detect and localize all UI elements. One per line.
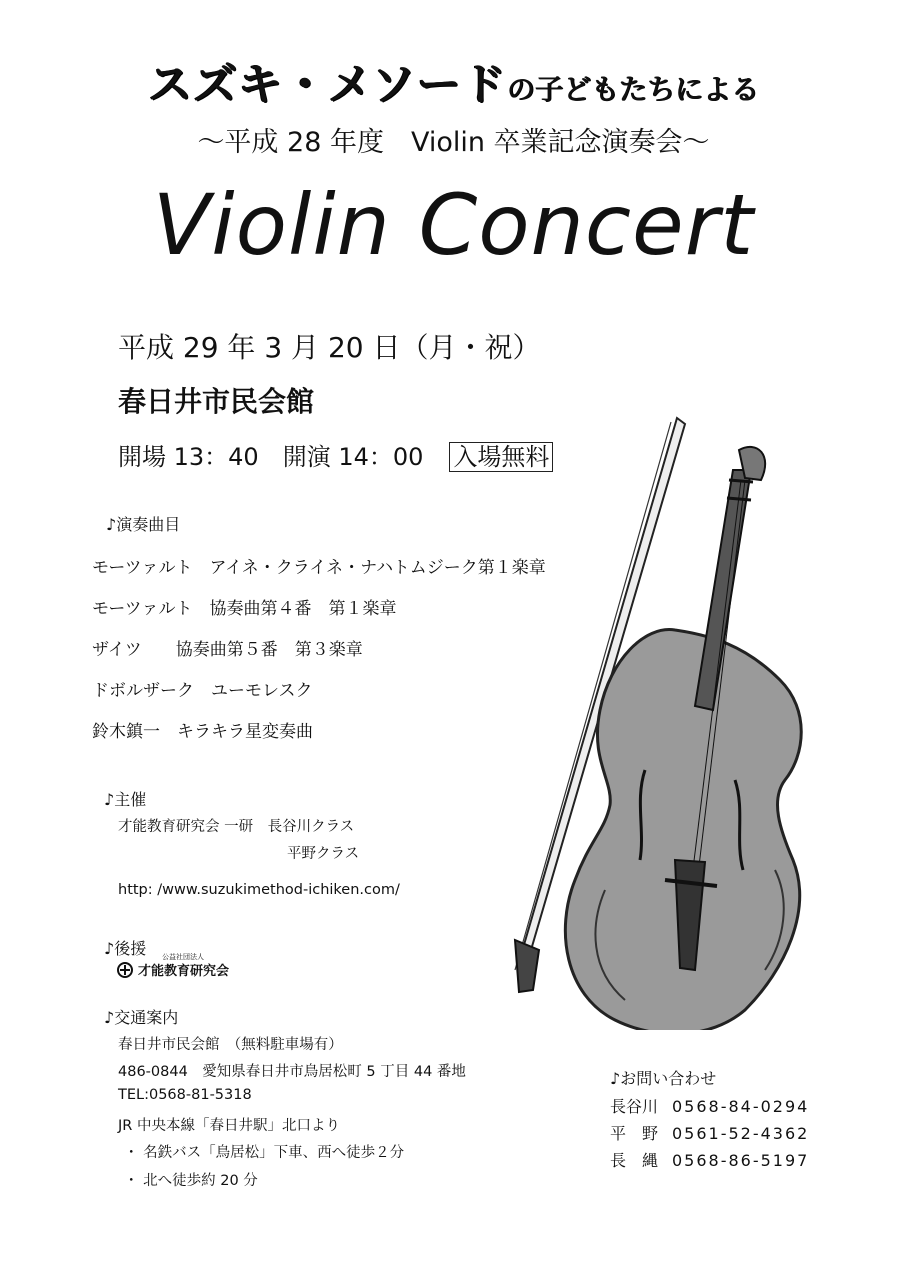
violin-body-icon (565, 447, 801, 1030)
concert-title: Violin Concert (152, 176, 755, 274)
contact-phone: 0561-52-4362 (672, 1124, 810, 1143)
program-item: 鈴木鎮一 キラキラ星変奏曲 (92, 722, 313, 742)
title-main: スズキ・メソード (148, 59, 507, 110)
contact-heading: ♪お問い合わせ (610, 1069, 717, 1088)
event-times-text: 開場 13：40 開演 14：00 (118, 443, 424, 471)
organizer-line2: 平野クラス (287, 846, 360, 862)
contact-row (610, 1094, 809, 1117)
access-line: ・ 北へ徒歩約 20 分 (124, 1173, 258, 1189)
program-item: ドボルザーク ユーモレスク (92, 681, 313, 701)
contact-name: 長谷川 (610, 1097, 659, 1116)
support-heading: ♪後援 (104, 939, 147, 958)
violin-sketch-icon (495, 410, 825, 1030)
contact-phone: 0568-86-5197 (672, 1151, 810, 1170)
title-suffix: の子どもたちによる (506, 73, 759, 106)
access-line: 春日井市民会館 （無料駐車場有） (118, 1037, 343, 1053)
access-line: JR 中央本線「春日井駅」北口より (118, 1118, 340, 1134)
program-heading: ♪演奏曲目 (106, 515, 181, 534)
access-line: ・ 名鉄バス「鳥居松」下車、西へ徒歩２分 (124, 1145, 405, 1161)
organization-logo-icon (116, 961, 134, 979)
contact-row (610, 1121, 809, 1144)
contact-row (610, 1148, 809, 1171)
contact-phone: 0568-84-0294 (672, 1097, 810, 1116)
organizer-line1: 才能教育研究会 一研 長谷川クラス (118, 819, 355, 835)
event-venue: 春日井市民会館 (118, 385, 315, 418)
program-item: モーツァルト 協奏曲第４番 第１楽章 (92, 599, 397, 619)
logo-sub: 公益社団法人 (162, 953, 204, 961)
support-logo (116, 953, 230, 979)
admission-badge: 入場無料 (449, 442, 553, 472)
access-line: 486-0844 愛知県春日井市鳥居松町 5 丁目 44 番地 (118, 1064, 466, 1080)
contact-name: 長 縄 (610, 1151, 659, 1170)
page-title (0, 48, 907, 112)
logo-text: 才能教育研究会 (138, 964, 230, 979)
program-item: モーツァルト アイネ・クライネ・ナハトムジーク第１楽章 (92, 558, 546, 578)
subtitle: 〜平成 28 年度 Violin 卒業記念演奏会〜 (197, 127, 710, 158)
event-date: 平成 29 年 3 月 20 日（月・祝） (118, 331, 541, 364)
access-heading: ♪交通案内 (104, 1008, 179, 1027)
contact-name: 平 野 (610, 1124, 659, 1143)
program-item: ザイツ 協奏曲第５番 第３楽章 (92, 640, 363, 660)
access-line: TEL:0568-81-5318 (118, 1087, 252, 1103)
organizer-heading: ♪主催 (104, 790, 147, 809)
organizer-url[interactable]: http: /www.suzukimethod-ichiken.com/ (118, 882, 400, 898)
event-times (118, 437, 553, 472)
